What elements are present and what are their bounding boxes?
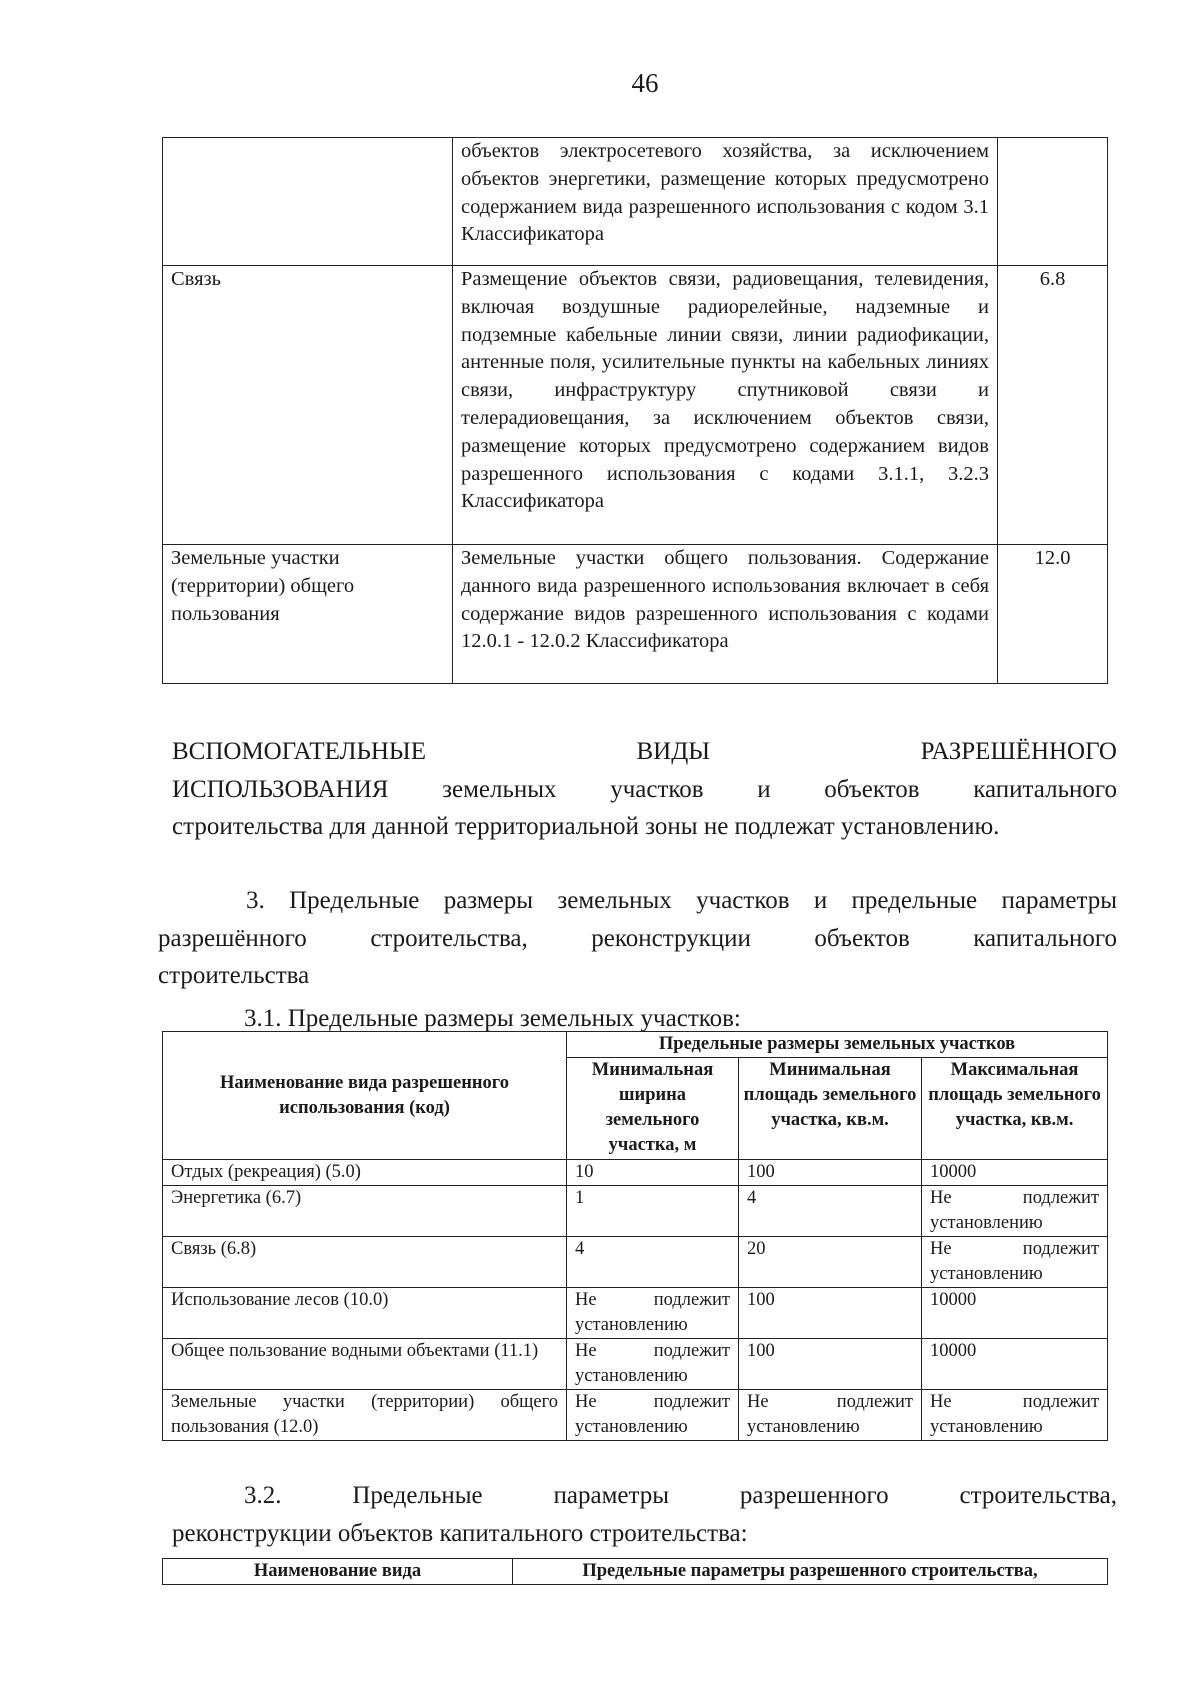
table-row xyxy=(163,1288,1108,1339)
use-code-cell: 6.8 xyxy=(998,266,1108,545)
max-area-cell: 10000 xyxy=(922,1339,1108,1390)
paragraph-line: строительства xyxy=(158,962,310,989)
use-name-cell: Связь xyxy=(163,266,453,545)
use-name-cell: Общее пользование водными объектами (11.1) xyxy=(163,1339,567,1390)
min-area-cell: 20 xyxy=(739,1237,922,1288)
table-row xyxy=(163,266,1108,545)
land-plot-size-limits-table xyxy=(162,1031,1108,1441)
max-area-cell: 10000 xyxy=(922,1288,1108,1339)
paragraph-line: 3. Предельные размеры земельных участков и предельные параметры xyxy=(246,887,1117,914)
min-width-cell: Не подлежит установлению xyxy=(567,1390,739,1441)
table-header-row xyxy=(163,1032,1108,1058)
use-name-cell xyxy=(163,138,453,266)
min-width-cell: Не подлежит установлению xyxy=(567,1288,739,1339)
min-area-cell: 4 xyxy=(739,1186,922,1237)
table-row xyxy=(163,1339,1108,1390)
auxiliary-uses-paragraph xyxy=(172,733,1117,846)
table-row xyxy=(163,1186,1108,1237)
use-name-cell: Связь (6.8) xyxy=(163,1237,567,1288)
use-name-cell: Энергетика (6.7) xyxy=(163,1186,567,1237)
table-row xyxy=(163,1160,1108,1186)
header-use-name: Наименование вида xyxy=(163,1559,513,1585)
table-header-row xyxy=(163,1559,1108,1585)
paragraph-line: строительства для данной территориальной зоны не подлежат установлению. xyxy=(172,813,1000,840)
table-row xyxy=(163,1237,1108,1288)
use-description-cell: Земельные участки общего пользования. Содержание данного вида разрешенного использования включает в себя содержание видов разрешенного использования с кодами 12.0.1 - 12.0.2 Классификатора xyxy=(453,545,998,684)
section-3-heading xyxy=(158,882,1117,995)
min-area-cell: Не подлежит установлению xyxy=(739,1390,922,1441)
header-use-name: Наименование вида разрешенного использования (код) xyxy=(163,1032,567,1160)
min-area-cell: 100 xyxy=(739,1160,922,1186)
section-3-2-heading xyxy=(172,1477,1117,1552)
min-width-cell: 10 xyxy=(567,1160,739,1186)
max-area-cell: Не подлежит установлению xyxy=(922,1237,1108,1288)
max-area-cell: 10000 xyxy=(922,1160,1108,1186)
paragraph-line: разрешённого строительства, реконструкции объектов капитального xyxy=(158,924,1117,952)
use-code-cell xyxy=(998,138,1108,266)
table-row xyxy=(163,1390,1108,1441)
min-width-cell: Не подлежит установлению xyxy=(567,1339,739,1390)
paragraph-line: реконструкции объектов капитального строительства: xyxy=(172,1519,748,1547)
permitted-use-table xyxy=(162,137,1108,684)
table-row xyxy=(163,545,1108,684)
use-code-cell: 12.0 xyxy=(998,545,1108,684)
min-area-cell: 100 xyxy=(739,1339,922,1390)
header-max-area: Максимальная площадь земельного участка, кв.м. xyxy=(922,1058,1108,1160)
paragraph-line: 3.2. Предельные параметры разрешенного строительства, xyxy=(244,1482,1117,1509)
page-number: 46 xyxy=(631,68,659,98)
use-description-cell: Размещение объектов связи, радиовещания, телевидения, включая воздушные радиорелейные, надземные и подземные кабельные линии связи, линии радиофикации, антенные поля, усилительные пункты на кабельных линиях связи, инфраструктуру спутниковой связи и телерадиовещания, за исключением объектов связи, размещение которых предусмотрено содержанием видов разрешенного использования с кодами 3.1.1, 3.2.3 Классификатора xyxy=(453,266,998,545)
section-3-1-heading: 3.1. Предельные размеры земельных участков: xyxy=(244,1005,741,1032)
header-parameters: Предельные параметры разрешенного строительства, xyxy=(513,1559,1108,1585)
use-name-cell: Земельные участки (территории) общего пользования xyxy=(163,545,453,684)
use-name-cell: Отдых (рекреация) (5.0) xyxy=(163,1160,567,1186)
max-area-cell: Не подлежит установлению xyxy=(922,1390,1108,1441)
header-min-area: Минимальная площадь земельного участка, кв.м. xyxy=(739,1058,922,1160)
min-width-cell: 1 xyxy=(567,1186,739,1237)
use-name-cell: Земельные участки (территории) общего пользования (12.0) xyxy=(163,1390,567,1441)
header-min-width: Минимальная ширина земельного участка, м xyxy=(567,1058,739,1160)
table-row xyxy=(163,138,1108,266)
header-group-limits: Предельные размеры земельных участков xyxy=(567,1032,1108,1058)
min-width-cell: 4 xyxy=(567,1237,739,1288)
paragraph-line: ВСПОМОГАТЕЛЬНЫЕ ВИДЫ РАЗРЕШЁННОГО xyxy=(172,738,1117,765)
max-area-cell: Не подлежит установлению xyxy=(922,1186,1108,1237)
construction-parameters-table xyxy=(162,1558,1108,1585)
use-description-cell: объектов электросетевого хозяйства, за исключением объектов энергетики, размещение которых предусмотрено содержанием вида разрешенного использования с кодом 3.1 Классификатора xyxy=(453,138,998,266)
min-area-cell: 100 xyxy=(739,1288,922,1339)
use-name-cell: Использование лесов (10.0) xyxy=(163,1288,567,1339)
paragraph-line: ИСПОЛЬЗОВАНИЯ земельных участков и объектов капитального xyxy=(172,775,1117,803)
